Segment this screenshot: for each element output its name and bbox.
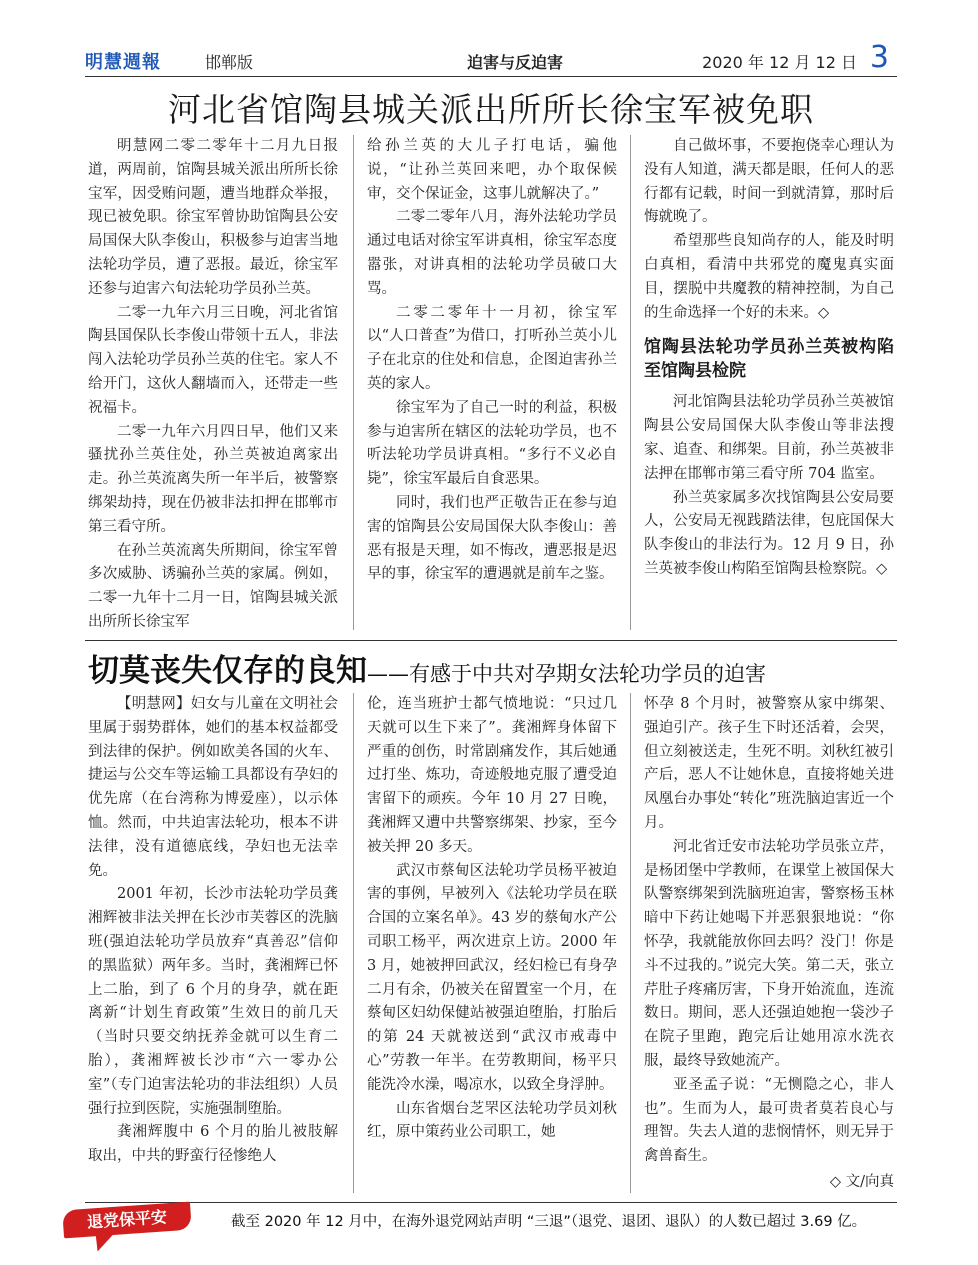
- article3-byline: ◇ 文/向真: [829, 1173, 894, 1190]
- paragraph: 二零一九年六月三日晚，河北省馆陶县国保队长李俊山带领十五人，非法闯入法轮功学员孙兰英的住宅。家人不给开门，这伙人翻墙而入，还带走一些祝福卡。: [88, 304, 338, 416]
- paragraph: 二零二零年八月，海外法轮功学员通过电话对徐宝军讲真相，徐宝军态度嚣张，对讲真相的法轮功学员破口大骂。: [367, 209, 617, 297]
- article1-column-3: [644, 135, 894, 582]
- article3-title-main: 切莫丧失仅存的良知: [88, 653, 367, 689]
- paragraph: 河北馆陶县法轮功学员孙兰英被馆陶县公安局国保大队李俊山等非法搜家、追查、和绑架。目前，孙兰英被非法押在邯郸市第三看守所 704 监室。: [644, 394, 894, 482]
- footer-statement: 截至 2020 年 12 月中，在海外退党网站声明 “三退”（退党、退团、退队）的人数已超过 3.69 亿。: [231, 1214, 867, 1230]
- paragraph: 怀孕 8 个月时，被警察从家中绑架、强迫引产。孩子生下时还活着，会哭，但立刻被送走，生死不明。刘秋红被引产后，恶人不让她休息，直接将她关进凤凰台办事处“转化”班洗脑迫害近一个月。: [644, 696, 894, 831]
- column-divider: [630, 135, 631, 630]
- paragraph: 希望那些良知尚存的人，能及时明白真相，看清中共邪党的魔鬼真实面目，摆脱中共魔教的精神控制，为自己的生命选择一个好的未来。◇: [644, 233, 894, 321]
- article3-title-sub: ——有感于中共对孕期女法轮功学员的迫害: [367, 662, 766, 686]
- article3-column-2: [367, 693, 617, 1145]
- paragraph: 明慧网二零二零年十二月九日报道，两周前，馆陶县城关派出所所长徐宝军，因受贿问题，遭当地群众举报，现已被免职。徐宝军曾协助馆陶县公安局国保大队李俊山，积极参与迫害当地法轮功学员，遭了恶报。最近，徐宝军还参与迫害六旬法轮功学员孙兰英。: [88, 138, 338, 297]
- column-divider: [630, 693, 631, 1193]
- header-divider: [85, 76, 897, 77]
- edition-label: 邯郸版: [205, 53, 254, 72]
- paragraph: 在孙兰英流离失所期间，徐宝军曾多次威胁、诱骗孙兰英的家属。例如，二零一九年十二月一日，馆陶县城关派出所所长徐宝军: [88, 542, 338, 630]
- column-divider: [353, 135, 354, 630]
- paragraph: 河北省迁安市法轮功学员张立芹，是杨团堡中学教师，在课堂上被国保大队警察绑架到洗脑班迫害，警察杨玉林暗中下药让她喝下并恶狠狠地说：“你怀孕，我就能放你回去吗？没门！你是斗不过我的。”说完大笑。第二天，张立芹肚子疼痛厉害，下身开始流血，连流数日。期间，恶人还强迫她抱一袋沙子在院子里跑，跑完后让她用凉水洗衣服，最终导致她流产。: [644, 838, 894, 1069]
- article2-headline: 馆陶县法轮功学员孙兰英被构陷至馆陶县检院: [644, 337, 894, 382]
- paragraph: 伦，连当班护士都气愤地说：“只过几天就可以生下来了”。龚湘辉身体留下严重的创伤，时常剧痛发作，其后她通过打坐、炼功，奇迹般地克服了遭受迫害留下的顽疾。今年 10 月 27 日晚，龚湘辉又遭中共警察绑架、抄家，至今被关押 20 多天。: [367, 696, 617, 855]
- paragraph: 【明慧网】妇女与儿童在文明社会里属于弱势群体，她们的基本权益都受到法律的保护。例如欧美各国的火车、捷运与公交车等运输工具都设有孕妇的优先席（在台湾称为博爱座），以示体恤。然而，中共迫害法轮功，根本不讲法律，没有道德底线，孕妇也无法幸免。: [88, 696, 338, 879]
- paragraph: 自己做坏事，不要抱侥幸心理认为没有人知道，满天都是眼，任何人的恶行都有记载，时间一到就清算，那时后悔就晚了。: [644, 138, 894, 226]
- paragraph: 孙兰英家属多次找馆陶县公安局要人，公安局无视践踏法律，包庇国保大队李俊山的非法行为。12 月 9 日，孙兰英被李俊山构陷至馆陶县检察院。◇: [644, 489, 894, 577]
- paragraph: 龚湘辉腹中 6 个月的胎儿被肢解取出，中共的野蛮行径惨绝人: [88, 1124, 338, 1165]
- paragraph: 2001 年初，长沙市法轮功学员龚湘辉被非法关押在长沙市芙蓉区的洗脑班(强迫法轮功学员放弃“真善忍”信仰的黑监狱）两年多。当时，龚湘辉已怀上二胎，到了 6 个月的身孕，就在距离新“计划生育政策”生效日的前几天（当时只要交纳抚养金就可以生育二胎），龚湘辉被长沙市“六一零办公室”（专门迫害法轮功的非法组织）人员强行拉到医院，实施强制堕胎。: [88, 886, 338, 1117]
- section-divider: [85, 640, 897, 641]
- campaign-ribbon: 退党保平安: [62, 1202, 192, 1239]
- article1-column-1: [88, 135, 338, 635]
- page-footer: [85, 1206, 897, 1240]
- article3-headline: [88, 645, 900, 690]
- article1-headline: 河北省馆陶县城关派出所所长徐宝军被免职: [168, 90, 814, 129]
- issue-date: 2020 年 12 月 12 日: [702, 53, 857, 72]
- paragraph: 武汉市蔡甸区法轮功学员杨平被迫害的事例，早被列入《法轮功学员在联合国的立案名单》。43 岁的蔡甸水产公司职工杨平，两次进京上访。2000 年 3 月，她被押回武汉，经妇检已有身孕二月有余，仍被关在留置室一个月，在蔡甸区妇幼保健站被强迫堕胎，打胎后的第 24 天就被送到“武汉市戒毒中心”劳教一年半。在劳教期间，杨平只能洗冷水澡，喝凉水，以致全身浮肿。: [367, 862, 617, 1093]
- paragraph: 亚圣孟子说：“无恻隐之心，非人也”。生而为人，最可贵者莫若良心与理智。失去人道的悲悯情怀，则无异于禽兽畜生。: [644, 1076, 894, 1165]
- paragraph: 二零一九年六月四日早，他们又来骚扰孙兰英住处，孙兰英被迫离家出走。孙兰英流离失所一年半后，被警察绑架劫持，现在仍被非法扣押在邯郸市第三看守所。: [88, 423, 338, 535]
- paragraph: 徐宝军为了自己一时的利益，积极参与迫害所在辖区的法轮功学员，也不听法轮功学员讲真相。“多行不义必自毙”，徐宝军最后自食恶果。: [367, 399, 617, 488]
- article3-column-3: [644, 693, 894, 1195]
- page-header: [85, 40, 897, 76]
- newspaper-brand: 明慧週報: [85, 52, 161, 73]
- section-title: 迫害与反迫害: [466, 53, 563, 72]
- paragraph: 给孙兰英的大儿子打电话，骗他说，“让孙兰英回来吧，办个取保候审，交个保证金，这事儿就解决了。”: [367, 138, 617, 202]
- paragraph: 同时，我们也严正敬告正在参与迫害的馆陶县公安局国保大队李俊山：善恶有报是天理，如不悔改，遭恶报是迟早的事，徐宝军的遭遇就是前车之鉴。: [367, 494, 617, 583]
- article1-column-2: [367, 135, 617, 587]
- paragraph: 山东省烟台芝罘区法轮功学员刘秋红，原中策药业公司职工，她: [367, 1100, 617, 1141]
- paragraph: 二零二零年十一月初，徐宝军以“人口普查”为借口，打听孙兰英小儿子在北京的住处和信息，企图迫害孙兰英的家人。: [367, 304, 617, 392]
- footer-divider: [85, 1202, 897, 1203]
- page-number: 3: [869, 40, 889, 75]
- article3-column-1: [88, 693, 338, 1169]
- column-divider: [353, 693, 354, 1193]
